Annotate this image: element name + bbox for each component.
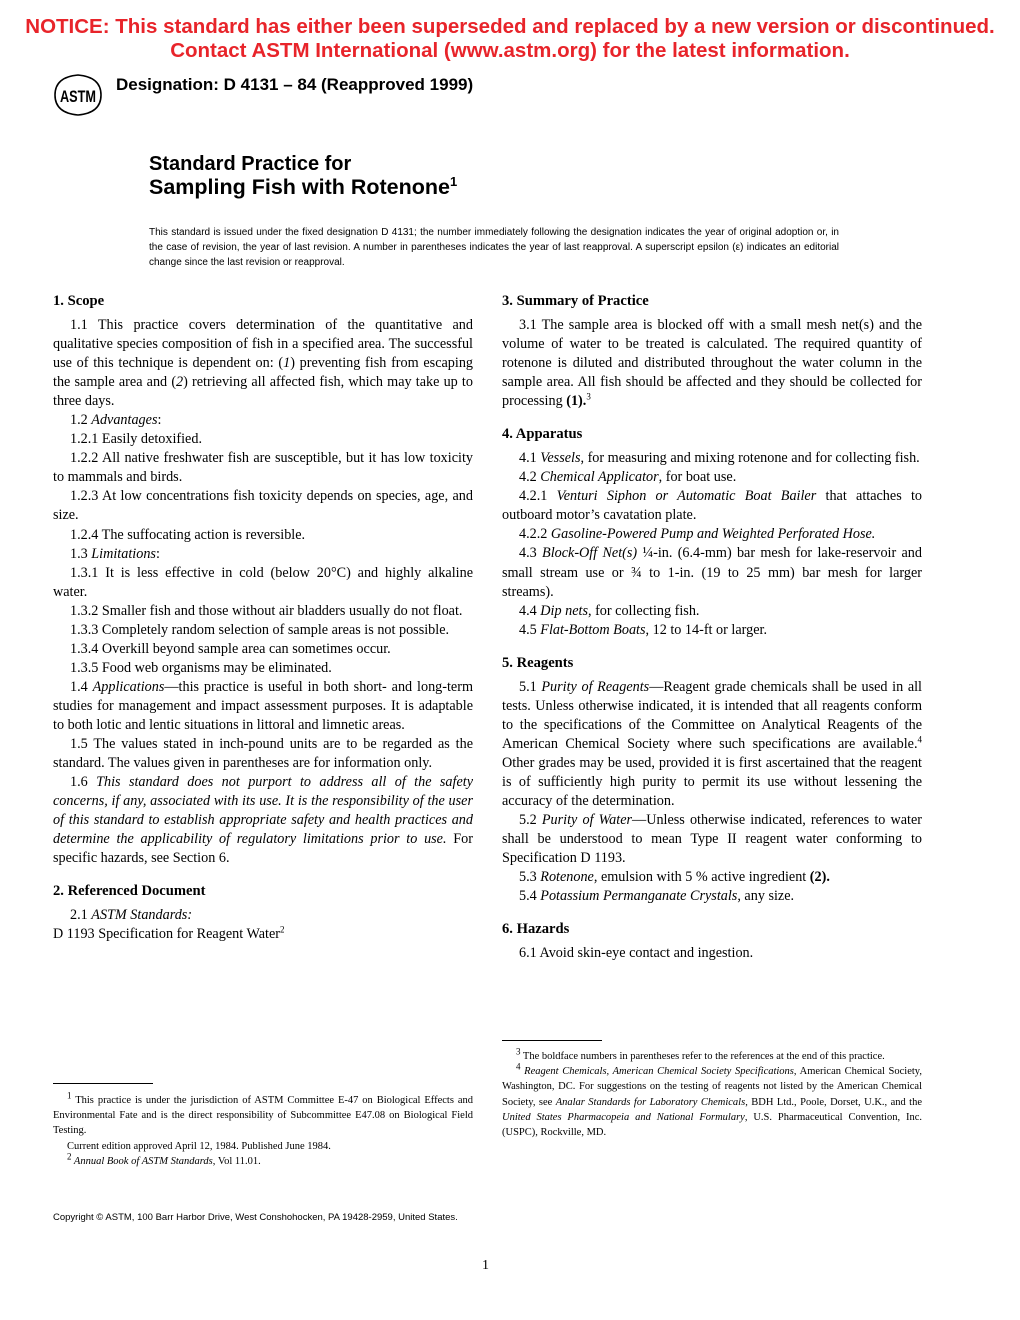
footnote-rule-right bbox=[502, 1040, 602, 1041]
footnote-4: $^4$ Reagent Chemicals, American Chemical Society Specifications, American Chemical Society, Washington, DC. For suggestions on the testing of reagents not listed by the American Chemical Society, see Analar Standards for Laboratory Chemicals, BDH Ltd., Poole, Dorset, U.K., and the United States Pharmacopeia and National Formulary, U.S. Pharmaceutical Convention, Inc. (USPC), Rockville, MD. bbox=[502, 1061, 923, 1139]
para-4-1: 4.1 Vessels, for measuring and mixing rotenone and for collecting fish. bbox=[519, 450, 920, 467]
para-2-1: 2.1 ASTM Standards: bbox=[70, 907, 193, 924]
para-4-2: 4.2 Chemical Applicator, for boat use. bbox=[519, 469, 737, 486]
para-1-2-4: 1.2.4 The suffocating action is reversible. bbox=[70, 526, 306, 543]
footnote-rule-left bbox=[53, 1083, 153, 1084]
para-1-1: 1.1 This practice covers determination of the quantitative and qualitative species composition of fish in a specified area. The successful use of this technique is dependent on: (1) preventing fish from escaping the sample area and (2) retrieving all affected fish, which may take up to three days. bbox=[53, 317, 474, 410]
title-line-1: Standard Practice for bbox=[149, 153, 352, 175]
page-number: 1 bbox=[482, 1258, 489, 1273]
para-4-5: 4.5 Flat-Bottom Boats, 12 to 14-ft or larger. bbox=[519, 621, 767, 638]
para-1-3-3: 1.3.3 Completely random selection of sample areas is not possible. bbox=[70, 621, 450, 638]
d1193-reference: D 1193 Specification for Reagent Water$^2$ bbox=[53, 924, 285, 943]
para-1-5: 1.5 The values stated in inch-pound units are to be regarded as the standard. The values given in parentheses are for information only. bbox=[53, 736, 473, 772]
footnote-3: $^3$ The boldface numbers in parentheses refer to the references at the end of this practice. bbox=[516, 1046, 885, 1062]
para-1-3-1: 1.3.1 It is less effective in cold (below 20°C) and highly alkaline water. bbox=[53, 564, 473, 600]
footnote-1-edition: Current edition approved April 12, 1984. Published June 1984. bbox=[67, 1140, 331, 1152]
para-6-1: 6.1 Avoid skin-eye contact and ingestion. bbox=[519, 945, 754, 962]
para-4-2-1: 4.2.1 Venturi Siphon or Automatic Boat Bailer that attaches to outboard motor’s cavatation plate. bbox=[502, 488, 923, 524]
preamble: This standard is issued under the fixed designation D 4131; the number immediately following the designation indicates the year of original adoption or, in the case of revision, the year of last revision. A number in parentheses indicates the year of last reapproval. A superscript epsilon (ε) indicates an editorial change since the last revision or reapproval. bbox=[149, 227, 839, 269]
notice-line-2: Contact ASTM International (www.astm.org) for the latest information. bbox=[170, 39, 850, 62]
para-1-2-2: 1.2.2 All native freshwater fish are susceptible, but it has low toxicity to mammals and birds. bbox=[53, 450, 473, 486]
title-line-2 bbox=[149, 175, 457, 200]
title-footnote-ref: 1 bbox=[450, 173, 458, 189]
para-5-1: 5.1 Purity of Reagents—Reagent grade chemicals shall be used in all tests. Unless otherwise indicated, it is intended that all reagents conform to the specifications of the Committee on Analytical Reagents of the American Chemical Society where such specifications are available.$^4$ Other grades may be used, provided it is first ascertained that the reagent is of sufficiently high purity to permit its use without lessening the accuracy of the determination. bbox=[502, 678, 923, 809]
astm-logo bbox=[52, 72, 104, 118]
footnote-2: $^2$ Annual Book of ASTM Standards, Vol 11.01. bbox=[67, 1151, 261, 1167]
para-4-3: 4.3 Block-Off Net(s) ¼-in. (6.4-mm) bar mesh for lake-reservoir and small stream use or ¾ to 1-in. (19 to 25 mm) bar mesh for larger streams). bbox=[502, 545, 922, 600]
section-3-heading: 3. Summary of Practice bbox=[502, 293, 649, 309]
notice-line-1: NOTICE: This standard has either been superseded and replaced by a new version or discontinued. bbox=[25, 15, 995, 38]
designation: Designation: D 4131 – 84 (Reapproved 1999) bbox=[116, 75, 474, 94]
footnotes-right bbox=[502, 1046, 923, 1140]
para-1-3-2: 1.3.2 Smaller fish and those without air bladders usually do not float. bbox=[70, 602, 463, 619]
para-5-4: 5.4 Potassium Permanganate Crystals, any size. bbox=[519, 888, 795, 905]
para-5-3: 5.3 Rotenone, emulsion with 5 % active ingredient (2). bbox=[519, 869, 830, 886]
section-4-heading: 4. Apparatus bbox=[502, 426, 583, 443]
para-1-2-3: 1.2.3 At low concentrations fish toxicity depends on species, age, and size. bbox=[53, 488, 473, 524]
para-1-2-1: 1.2.1 Easily detoxified. bbox=[70, 431, 202, 448]
para-1-4: 1.4 Applications—this practice is useful in both short- and long-term studies for management and impact assessment purposes. It is adaptable to both lotic and lentic situations in littoral and limnetic areas. bbox=[53, 678, 473, 733]
section-1-heading: 1. Scope bbox=[53, 293, 105, 309]
para-1-2: 1.2 Advantages: bbox=[70, 412, 162, 429]
right-column bbox=[502, 292, 922, 963]
footnote-1: $^1$ This practice is under the jurisdiction of ASTM Committee E-47 on Biological Effects and Environmental Fate and is the direct responsibility of Subcommittee E47.08 on Biological Field Testing. bbox=[53, 1090, 473, 1137]
para-4-2-2: 4.2.2 Gasoline-Powered Pump and Weighted Perforated Hose. bbox=[519, 526, 876, 543]
footnotes-left bbox=[53, 1090, 473, 1169]
para-1-3-4: 1.3.4 Overkill beyond sample area can sometimes occur. bbox=[70, 640, 391, 657]
logo-text: ASTM bbox=[60, 87, 96, 106]
para-1-3-5: 1.3.5 Food web organisms may be eliminated. bbox=[70, 659, 332, 676]
para-1-6: 1.6 This standard does not purport to address all of the safety concerns, if any, associated with its use. It is the responsibility of the user of this standard to establish appropriate safety and health practices and determine the applicability of regulatory limitations prior to use. For specific hazards, see Section 6. bbox=[53, 774, 473, 867]
section-2-heading: 2. Referenced Document bbox=[53, 883, 206, 900]
left-column bbox=[53, 292, 473, 944]
para-1-3: 1.3 Limitations: bbox=[70, 545, 160, 562]
section-5-heading: 5. Reagents bbox=[502, 654, 574, 671]
para-5-2: 5.2 Purity of Water—Unless otherwise indicated, references to water shall be understood to mean Type II reagent water conforming to Specification D 1193. bbox=[502, 812, 923, 867]
para-3-1: 3.1 The sample area is blocked off with a small mesh net(s) and the volume of water to be treated is calculated. The required quantity of rotenone is diluted and distributed throughout the water column in the sample area. All fish should be affected and they should be collected for processing (1).$^3$ bbox=[502, 317, 922, 410]
title-text: Sampling Fish with Rotenone bbox=[149, 175, 450, 199]
copyright-line: Copyright © ASTM, 100 Barr Harbor Drive, West Conshohocken, PA 19428-2959, United States. bbox=[53, 1212, 458, 1223]
para-4-4: 4.4 Dip nets, for collecting fish. bbox=[519, 602, 700, 619]
section-6-heading: 6. Hazards bbox=[502, 921, 570, 938]
